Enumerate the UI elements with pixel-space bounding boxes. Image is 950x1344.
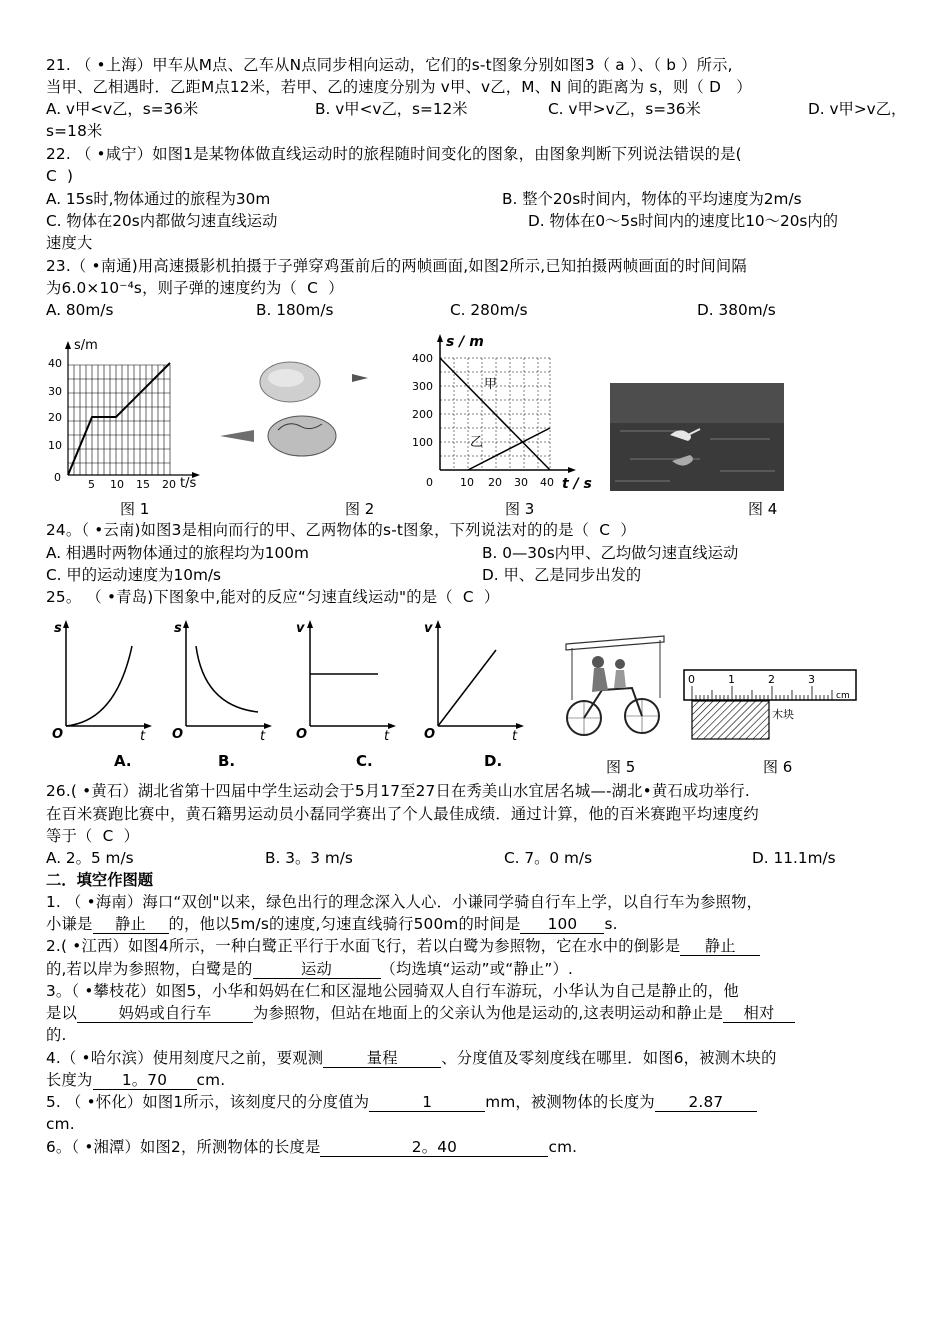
q26-option-b: B. 3。3 m/s xyxy=(265,849,353,867)
fill4-line1 xyxy=(46,1047,910,1069)
fill2-text-a: 2.( •江西）如图4所示，一种白鹭正平行于水面飞行，若以白鹭为参照物，它在水中的倒影是 xyxy=(46,937,681,955)
fig3-xtick-30: 30 xyxy=(514,476,528,489)
fill6-line1 xyxy=(46,1136,910,1158)
q22-option-d-cont: 速度大 xyxy=(46,234,93,252)
fill1-line1: 1. （ •海南）海口“双创"以来，绿色出行的理念深入人心．小谦同学骑自行车上学，以自行车为参照物， xyxy=(46,893,763,911)
q23-option-b: B. 180m/s xyxy=(256,301,334,319)
fill1-answer-1: 静止 xyxy=(93,915,169,934)
figure-6-ruler-block xyxy=(682,668,860,742)
fig3-ytick-400: 400 xyxy=(412,352,433,365)
q21-stem-line1: 21. （ •上海）甲车从M点、乙车从N点同步相向运动，它们的s-t图象分别如图3（ a ）、（ b ）所示, xyxy=(46,56,733,74)
fig3-series-jia: 甲 xyxy=(484,377,498,392)
fig3-series-yi: 乙 xyxy=(470,435,484,450)
q25-option-d-label: D. xyxy=(484,752,503,770)
fig1-ytick-20: 20 xyxy=(48,411,62,424)
graph-a-y-label: s xyxy=(54,621,62,636)
q25-graph-d xyxy=(418,616,528,741)
q26-option-d: D. 11.1m/s xyxy=(752,849,836,867)
graph-c-x-label: t xyxy=(384,729,390,741)
q23-stem-line2: 为6.0×10⁻⁴s，则子弹的速度约为（ C ） xyxy=(46,279,344,297)
fig3-x-label: t / s xyxy=(562,476,592,492)
ruler-label-1: 1 xyxy=(728,673,735,686)
q24-option-c: C. 甲的运动速度为10m/s xyxy=(46,566,221,584)
graph-b-origin: O xyxy=(172,727,184,741)
figure-6-caption: 图 6 xyxy=(763,758,793,776)
fig1-xtick-5: 5 xyxy=(88,478,95,490)
q24-stem: 24。（ •云南)如图3是相向而行的甲、乙两物体的s-t图象，下列说法对的的是（ C ） xyxy=(46,521,636,539)
graph-d-origin: O xyxy=(424,727,436,741)
q25-option-a-label: A. xyxy=(114,752,132,770)
fig1-ytick-30: 30 xyxy=(48,385,62,398)
q23-option-a: A. 80m/s xyxy=(46,301,114,319)
q22-option-a: A. 15s时,物体通过的旅程为30m xyxy=(46,190,271,208)
fill4-answer-2: 1。70 xyxy=(93,1071,197,1090)
graph-d-y-label: v xyxy=(424,621,433,636)
fill2-answer-1: 静止 xyxy=(680,937,760,956)
fig1-xtick-20: 20 xyxy=(162,478,176,490)
fig1-x-label: t/s xyxy=(180,476,197,490)
fill4-line2 xyxy=(46,1069,910,1091)
ruler-label-0: 0 xyxy=(688,673,695,686)
graph-d-x-label: t xyxy=(512,729,518,741)
fig1-y-label: s/m xyxy=(74,338,98,353)
ruler-unit: cm xyxy=(836,691,850,701)
fill5-answer-2: 2.87 xyxy=(655,1093,757,1112)
q24-option-a: A. 相遇时两物体通过的旅程均为100m xyxy=(46,544,309,562)
q22-stem-line1: 22. （ •咸宁）如图1是某物体做直线运动时的旅程随时间变化的图象，由图象判断下列说法错误的是( xyxy=(46,145,742,163)
graph-b-x-label: t xyxy=(260,729,266,741)
fill3-answer-1: 妈妈或自行车 xyxy=(77,1004,253,1023)
q24-option-b: B. 0—30s内甲、乙均做匀速直线运动 xyxy=(482,544,739,562)
fill6-text-b: cm. xyxy=(548,1138,578,1156)
fill3-line2 xyxy=(46,1002,910,1024)
q23-stem-line1: 23.（ •南通)用高速摄影机拍摄于子弹穿鸡蛋前后的两帧画面,如图2所示,已知拍摄两帧画面的时间间隔 xyxy=(46,257,747,275)
fill4-text-b: 、分度值及零刻度线在哪里．如图6，被测木块的 xyxy=(441,1049,777,1067)
fill1-line2 xyxy=(46,913,910,935)
figure-1-st-graph xyxy=(44,335,204,490)
q26-option-a: A. 2。5 m/s xyxy=(46,849,134,867)
fig3-xtick-40: 40 xyxy=(540,476,554,489)
fill3-text-a: 是以 xyxy=(46,1004,77,1022)
fig3-ytick-200: 200 xyxy=(412,408,433,421)
q25-option-b-label: B. xyxy=(218,752,236,770)
figure-3-caption: 图 3 xyxy=(505,500,535,518)
fill3-answer-2: 相对 xyxy=(723,1004,795,1023)
fill5-text-a: 5. （ •怀化）如图1所示，该刻度尺的分度值为 xyxy=(46,1093,370,1111)
fig1-ytick-0: 0 xyxy=(54,471,61,484)
q26-stem-line1: 26.( •黄石）湖北省第十四届中学生运动会于5月17至27日在秀美山水宜居名城—-湖北•黄石成功举行. xyxy=(46,782,750,800)
q21-option-c: C. v甲>v乙，s=36米 xyxy=(548,100,701,118)
q25-stem: 25。 （ •青岛)下图象中,能对的反应“匀速直线运动"的是（ C ） xyxy=(46,588,500,606)
graph-c-y-label: v xyxy=(296,621,305,636)
fill1-text-b: 的，他以5m/s的速度,匀速直线骑行500m的时间是 xyxy=(168,915,521,933)
fill4-text-c: 长度为 xyxy=(46,1071,93,1089)
figure-3-st-graph xyxy=(410,330,595,492)
fig3-ytick-300: 300 xyxy=(412,380,433,393)
fill1-text-a: 小谦是 xyxy=(46,915,93,933)
fig3-y-label: s / m xyxy=(446,334,484,350)
fill3-line3: 的. xyxy=(46,1026,67,1044)
q22-option-d: D. 物体在0～5s时间内的速度比10～20s内的 xyxy=(528,212,838,230)
figure-1-caption: 图 1 xyxy=(120,500,150,518)
q21-option-d-cont: s=18米 xyxy=(46,122,103,140)
fill2-answer-2: 运动 xyxy=(253,960,381,979)
fill6-answer-1: 2。40 xyxy=(320,1138,548,1157)
graph-b-y-label: s xyxy=(174,621,182,636)
q23-option-d: D. 380m/s xyxy=(697,301,776,319)
q22-option-c: C. 物体在20s内都做匀速直线运动 xyxy=(46,212,278,230)
fill4-text-d: cm. xyxy=(196,1071,226,1089)
fill4-answer-1: 量程 xyxy=(323,1049,441,1068)
figure-5-caption: 图 5 xyxy=(606,758,636,776)
q21-option-d: D. v甲>v乙， xyxy=(808,100,907,118)
q25-graph-b xyxy=(166,616,276,741)
q23-option-c: C. 280m/s xyxy=(450,301,528,319)
fill2-line2 xyxy=(46,958,910,980)
fig3-xtick-20: 20 xyxy=(488,476,502,489)
fill5-line2: cm. xyxy=(46,1115,75,1133)
fig3-xtick-0: 0 xyxy=(426,476,433,489)
graph-a-origin: O xyxy=(52,727,64,741)
fig1-xtick-15: 15 xyxy=(136,478,150,490)
q25-graph-c xyxy=(290,616,400,741)
ruler-block-label: 木块 xyxy=(772,708,794,721)
fill2-line1 xyxy=(46,935,910,957)
fill5-text-b: mm，被测物体的长度为 xyxy=(485,1093,655,1111)
fig1-ytick-10: 10 xyxy=(48,439,62,452)
q21-option-a: A. v甲<v乙，s=36米 xyxy=(46,100,199,118)
q24-option-d: D. 甲、乙是同步出发的 xyxy=(482,566,642,584)
fill4-text-a: 4.（ •哈尔滨）使用刻度尺之前，要观测 xyxy=(46,1049,324,1067)
fill1-answer-2: 100 xyxy=(520,915,604,934)
q22-stem-line2: C ) xyxy=(46,167,74,185)
q22-option-b: B. 整个20s时间内，物体的平均速度为2m/s xyxy=(502,190,802,208)
fig1-ytick-40: 40 xyxy=(48,357,62,370)
figure-2-bullet-egg-photo xyxy=(206,352,374,462)
q21-stem-line2: 当甲、乙相遇时．乙距M点12米，若甲、乙的速度分别为 v甲、v乙，M、N 间的距离为 s，则（ D ） xyxy=(46,78,752,96)
figure-5-tandem-bicycle xyxy=(562,628,668,740)
ruler-label-2: 2 xyxy=(768,673,775,686)
fill2-text-c: （均选填“运动”或“静止”）. xyxy=(380,960,574,978)
fill5-answer-1: 1 xyxy=(369,1093,485,1112)
figure-2-caption: 图 2 xyxy=(345,500,375,518)
graph-c-origin: O xyxy=(296,727,308,741)
q26-option-c: C. 7。0 m/s xyxy=(504,849,593,867)
fill1-text-c: s. xyxy=(604,915,618,933)
figure-4-caption: 图 4 xyxy=(748,500,778,518)
fill3-line1: 3。（ •攀枝花）如图5，小华和妈妈在仁和区湿地公园骑双人自行车游玩，小华认为自己是静止的，他 xyxy=(46,982,739,1000)
fill2-text-b: 的,若以岸为参照物，白鹭是的 xyxy=(46,960,253,978)
q26-stem-line3: 等于（ C ） xyxy=(46,827,140,845)
q21-option-b: B. v甲<v乙，s=12米 xyxy=(315,100,468,118)
figure-4-egret-photo xyxy=(610,383,784,491)
q26-stem-line2: 在百米赛跑比赛中，黄石籍男运动员小磊同学赛出了个人最佳成绩．通过计算，他的百米赛跑平均速度约 xyxy=(46,805,759,823)
graph-a-x-label: t xyxy=(140,729,146,741)
q25-option-c-label: C. xyxy=(356,752,373,770)
section-2-heading: 二．填空作图题 xyxy=(46,871,154,889)
fill6-text-a: 6。（ •湘潭）如图2，所测物体的长度是 xyxy=(46,1138,321,1156)
q25-graph-a xyxy=(46,616,156,741)
fig3-ytick-100: 100 xyxy=(412,436,433,449)
fig3-xtick-10: 10 xyxy=(460,476,474,489)
fill5-line1 xyxy=(46,1091,910,1113)
ruler-label-3: 3 xyxy=(808,673,815,686)
fig1-xtick-10: 10 xyxy=(110,478,124,490)
fill3-text-b: 为参照物，但站在地面上的父亲认为他是运动的,这表明运动和静止是 xyxy=(253,1004,723,1022)
